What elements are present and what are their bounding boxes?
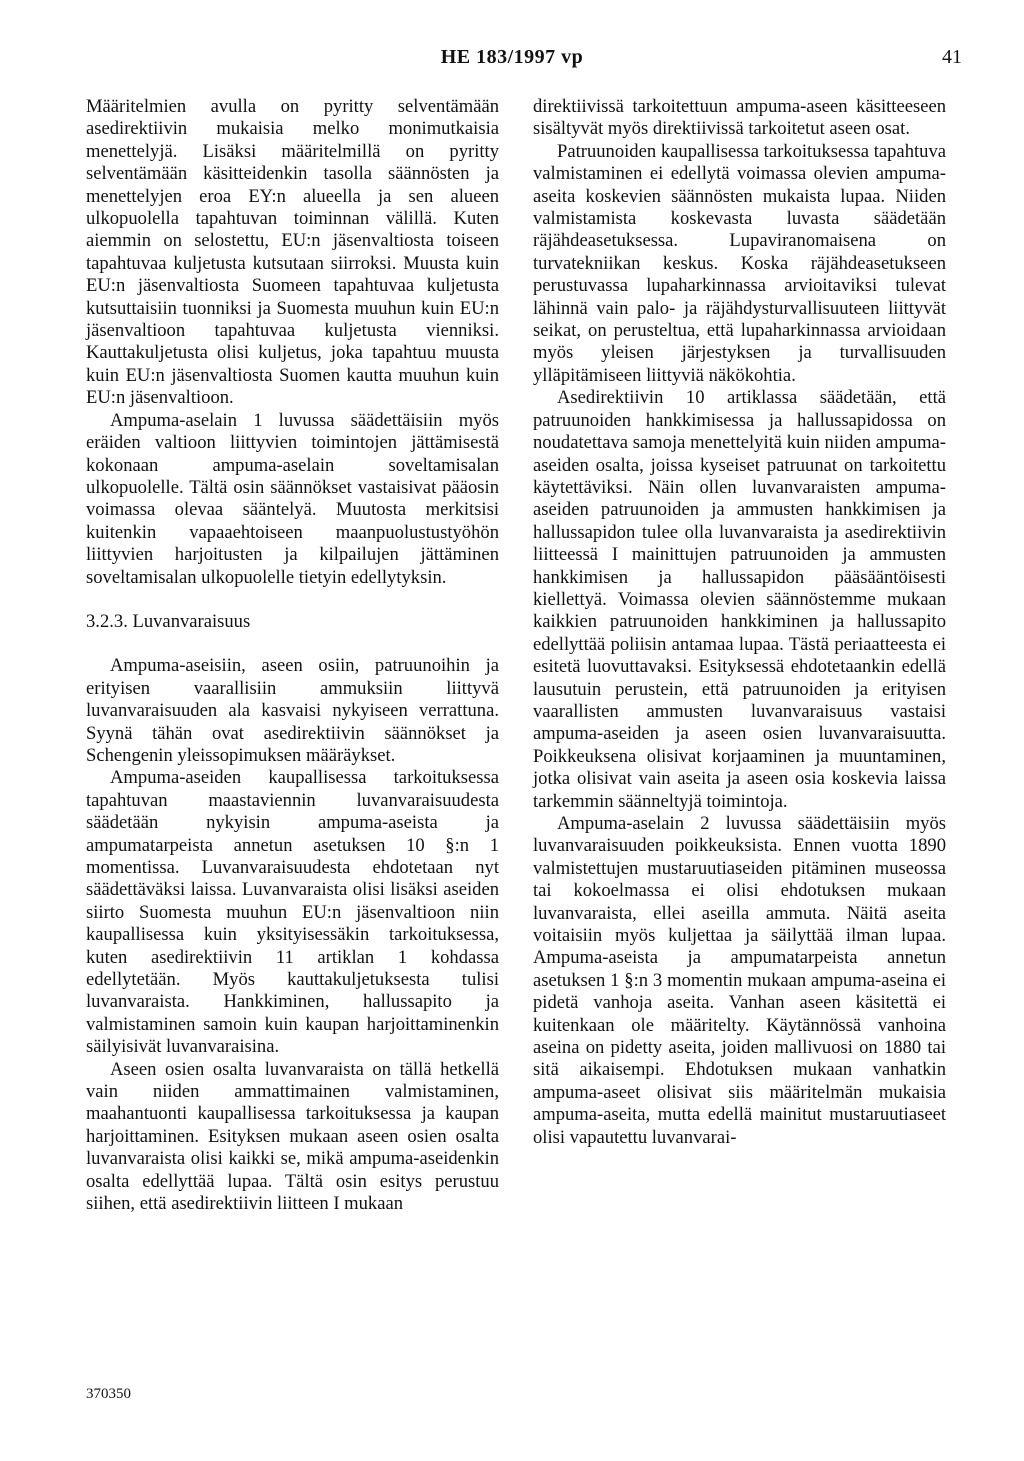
left-column	[86, 96, 499, 1216]
paragraph: Ampuma-aselain 2 luvussa säädettäisiin myös luvanvaraisuuden poikkeuksista. Ennen vuotta 1890 valmistettujen mustaruutiaseiden pitäminen museossa tai kokoelmassa ei olisi ehdotuksen mukaan luvanvaraista, ellei aseilla ammuta. Näitä aseita voitaisiin myös kuljettaa ja säilyttää ilman lupaa. Ampuma-aseista ja ampumatarpeista annetun asetuksen 1 §:n 3 momentin mukaan ampuma-aseina ei pidetä vanhoja aseita. Vanhan aseen käsitettä ei kuitenkaan ole määritelty. Käytännössä vanhoina aseina on pidetty aseita, joiden mallivuosi on 1880 tai sitä aikaisempi. Ehdotuksen mukaan vanhatkin ampuma-aseet olisivat siis määritelmän mukaisia ampuma-aseita, mutta edellä mainitut mustaruutiaseet olisi vapautettu luvanvarai-	[533, 813, 946, 1148]
document-id: HE 183/1997 vp	[440, 46, 584, 68]
paragraph: direktiivissä tarkoitettuun ampuma-aseen käsitteeseen sisältyvät myös direktiivissä tarkoitetut aseen osat.	[533, 96, 946, 140]
page-header	[0, 46, 1024, 76]
paragraph: Asedirektiivin 10 artiklassa säädetään, että patruunoiden hankkimisessa ja hallussapidossa on noudatettava samoja menettelyitä kuin niiden ampuma-aseiden osalta, joissa kyseiset patruunat on tarkoitettu käytettäviksi. Näin ollen luvanvaraisten ampuma-aseiden patruunoiden ja ammusten hankkimisen ja hallussapidon tulee olla luvanvaraista ja asedirektiivin liitteessä I mainittujen patruunoiden ja ammusten hankkimisen ja hallussapidon pääsääntöisesti kiellettyä. Voimassa olevien säännöstemme mukaan kaikkien patruunoiden hankkiminen ja hallussapito edellyttää poliisin antamaa lupaa. Tästä periaatteesta ei esitetä luovuttavaksi. Esityksessä ehdotetaankin edellä lausutuin perustein, että patruunoiden ja erityisen vaarallisten ammusten luvanvaraisuus vastaisi ampuma-aseiden ja aseen osien luvanvaraisuutta. Poikkeuksena olisivat korjaaminen ja muuntaminen, jotka olisivat vain aseita ja aseen osia koskevia laissa tarkemmin säänneltyjä toimintoja.	[533, 387, 946, 812]
right-column	[533, 96, 946, 1149]
footer-code: 370350	[86, 1386, 131, 1402]
paragraph: Aseen osien osalta luvanvaraista on tällä hetkellä vain niiden ammattimainen valmistaminen, maahantuonti kaupallisessa tarkoituksessa ja kaupan harjoittaminen. Esityksen mukaan aseen osien osalta luvanvaraista olisi kaikki se, mikä ampuma-aseidenkin osalta edellyttää lupaa. Tältä osin esitys perustuu siihen, että asedirektiivin liitteen I mukaan	[86, 1058, 499, 1215]
paragraph: Ampuma-aseiden kaupallisessa tarkoituksessa tapahtuvan maastaviennin luvanvaraisuudesta säädetään nykyisin ampuma-aseista ja ampumatarpeista annetun asetuksen 10 §:n 1 momentissa. Luvanvaraisuudesta ehdotetaan nyt säädettäväksi laissa. Luvanvaraista olisi lisäksi aseiden siirto Suomesta muuhun EU:n jäsenvaltioon niin kaupallisessa kuin yksityisessäkin tarkoituksessa, kuten asedirektiivin 11 artiklan 1 kohdassa edellytetään. Myös kauttakuljetuksesta tulisi luvanvaraista. Hankkiminen, hallussapito ja valmistaminen samoin kuin kaupan harjoittaminenkin säilyisivät luvanvaraisina.	[86, 767, 499, 1058]
paragraph: Määritelmien avulla on pyritty selventämään asedirektiivin mukaisia melko monimutkaisia menettelyjä. Lisäksi määritelmillä on pyritty selventämään käsitteidenkin tasolla säännösten ja menettelyjen eroa EY:n alueella ja sen alueen ulkopuolella tapahtuvan toiminnan välillä. Kuten aiemmin on selostettu, EU:n jäsenvaltiosta toiseen tapahtuvaa kuljetusta kutsutaan siirroksi. Muusta kuin EU:n jäsenvaltiosta Suomeen tapahtuvaa kuljetusta kutsuttaisiin tuonniksi ja Suomesta muuhun kuin EU:n jäsenvaltioon tapahtuvaa kuljetusta vienniksi. Kauttakuljetusta olisi kuljetus, joka tapahtuu muusta kuin EU:n jäsenvaltiosta Suomen kautta muuhun kuin EU:n jäsenvaltioon.	[86, 96, 499, 409]
paragraph: Ampuma-aseisiin, aseen osiin, patruunoihin ja erityisen vaarallisiin ammuksiin liittyvä luvanvaraisuuden ala kasvaisi nykyiseen verrattuna. Syynä tähän ovat asedirektiivin säännökset ja Schengenin yleissopimuksen määräykset.	[86, 655, 499, 766]
section-title: 3.2.3. Luvanvaraisuus	[86, 610, 251, 632]
paragraph: Ampuma-aselain 1 luvussa säädettäisiin myös eräiden valtioon liittyvien toimintojen jättämisestä kokonaan ampuma-aselain soveltamisalan ulkopuolelle. Tältä osin säännökset vastaisivat pääosin voimassa olevaa sääntelyä. Muutosta merkitsisi kuitenkin vapaaehtoiseen maanpuolustustyöhön liittyvien harjoitusten ja kilpailujen jättäminen soveltamisalan ulkopuolelle tietyin edellytyksin.	[86, 409, 499, 588]
page-number: 41	[942, 46, 962, 68]
paragraph: Patruunoiden kaupallisessa tarkoituksessa tapahtuva valmistaminen ei edellytä voimassa olevien ampuma-aseita koskevien säännösten mukaista lupaa. Niiden valmistamista koskevasta luvasta säädetään räjähdeasetuksessa. Lupaviranomaisena on turvatekniikan keskus. Koska räjähdeasetukseen perustuvassa lupaharkinnassa arvioitaviksi tulevat lähinnä vain palo- ja räjähdysturvallisuuteen liittyvät seikat, on perusteltua, että lupaharkinnassa arvioidaan myös yleisen järjestyksen ja turvallisuuden ylläpitämiseen liittyviä näkökohtia.	[533, 140, 946, 386]
